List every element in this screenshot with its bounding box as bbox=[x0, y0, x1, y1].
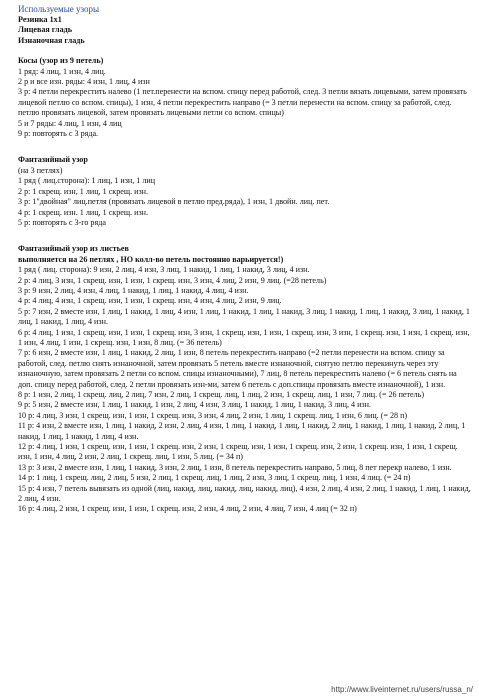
instruction-line: 6 р: 4 лиц, 1 изн, 1 скрещ. изн, 1 изн, 1 скрещ. изн, 3 изн, 1 скрещ. изн, 1 изн, 1 скрещ. изн, 3 изн, 1 скрещ. изн, 1 изн, 1 скрещ. изн, 1 изн, 4 лиц, 1 изн, 1 скрещ. изн, 1 изн, 8 лиц. (= 36 петель) bbox=[18, 327, 470, 347]
instruction-line: 11 р: 4 изн, 2 вместе изн, 1 лиц, 1 накид, 2 изн, 2 лиц, 4 изн, 1 лиц, 1 накид, 1 лиц, 1 накид, 2 лиц, 1 накид, 1 лиц, 1 накид, 2 лиц, 1 накид, 1 лиц, 1 накид, 1 лиц, 4 изн. bbox=[18, 421, 466, 441]
instruction-line: 1 ряд ( лиц.сторона): 1 лиц, 1 изн, 1 лиц bbox=[18, 176, 156, 186]
instruction-line: 2 р и все изн. ряды: 4 изн, 1 лиц, 4 изн bbox=[18, 77, 150, 87]
section-heading: Фантазийный узор bbox=[18, 155, 88, 165]
section-leaves-pattern bbox=[18, 244, 471, 515]
instruction-line: 1 ряд: 4 лиц, 1 изн, 4 лиц. bbox=[18, 66, 106, 76]
instruction-line: 14 р: 1 лиц, 1 скрещ. лиц, 2 лиц, 5 изн, 2 лиц, 1 скрещ. лиц, 1 лиц, 2 изн, 3 лиц, 1 скрещ. лиц, 1 изн, 4 лиц. (= 24 п) bbox=[18, 473, 411, 483]
instruction-line: 4 р: 1 скрещ. изн. 1 лиц, 1 скрещ. изн. bbox=[18, 207, 149, 217]
instruction-line: 12 р: 4 лиц, 1 изн, 1 скрещ. изн, 1 изн, 1 скрещ. изн, 2 изн, 1 скрещ. изн, 1 изн, 1 скрещ. изн, 2 изн, 1 скрещ. изн, 1 изн, 1 скрещ. изн, 1 изн, 4 лиц, 2 изн, 2 лиц, 1 скрещ. лиц, 1 изн, 5 лиц. (= 34 п) bbox=[18, 442, 458, 462]
instruction-line: 13 р: 3 изн, 2 вместе изн, 1 лиц, 1 накид, 3 изн, 2 лиц, 1 изн, 8 петель перекрестить направо, 5 лиц, 8 пет перекр налево, 1 изн. bbox=[18, 462, 452, 472]
instruction-line: 3 р: 4 петли перекрестить налево (1 пет.перенести на вспом. спицу перед работой, след. 3 петли вязать лицевыми, затем провязать лицевой петлю со вспом. спицы), 1 изн, 4 петли перекрестить направо (= 3 петли перенести на вспом. спицу за работой, след. петлю провязать лицевой, затем провязать лицевыми петли со вспом. спицы) bbox=[18, 87, 467, 118]
section-heading: Косы (узор из 9 петель) bbox=[18, 56, 104, 66]
instruction-line: 1 ряд ( лиц. сторона): 9 изн, 2 лиц, 4 изн, 3 лиц, 1 накид, 1 лиц, 1 накид, 3 лиц, 4 изн. bbox=[18, 265, 310, 275]
section-cables bbox=[18, 56, 471, 139]
instruction-line: 5 р: 7 изн, 2 вместе изн, 1 лиц, 1 накид, 1 лиц, 4 изн, 1 лиц, 1 накид, 1 лиц, 1 накид, 3 лиц, 1 накид, 1 лиц, 1 накид, 3 лиц, 1 накид, 1 лиц, 1 накид, 1 лиц, 4 изн. bbox=[18, 306, 470, 327]
page-title: Используемые узоры bbox=[18, 4, 100, 14]
spacer bbox=[18, 139, 471, 149]
instruction-line: 5 и 7 ряды: 4 лиц, 1 изн, 4 лиц bbox=[18, 118, 122, 128]
instruction-line: 8 р: 1 изн, 2 лиц, 1 скрещ. лиц, 2 лиц, 7 изн, 2 лиц, 1 скрещ. лиц, 1 лиц, 2 изн, 1 скрещ. лиц, 1 изн, 7 лиц. (= 26 петель) bbox=[18, 390, 425, 399]
pattern-name-rib: Резинка 1х1 bbox=[18, 15, 62, 24]
pattern-name-reverse-stockinette: Изнаночная гладь bbox=[18, 35, 85, 45]
spacer bbox=[18, 46, 471, 56]
section-subheading: выполняется на 26 петлях , НО колл-во петель постоянно варьируется!) bbox=[18, 254, 284, 264]
instruction-line: 15 р: 4 изн, 7 петель вывязать из одной (лиц, накид, лиц, накид, лиц, накид, лиц), 4 изн, 2 лиц, 4 изн, 2 лиц, 1 накид, 1 лиц, 1 накид, 2 лиц, 4 изн. bbox=[18, 483, 471, 504]
instruction-line: 2 р: 1 скрещ. изн, 1 лиц, 1 скрещ. изн. bbox=[18, 186, 149, 196]
source-watermark: http://www.liveinternet.ru/users/russa_n/ bbox=[331, 684, 473, 694]
instruction-line: 10 р: 4 лиц, 3 изн, 1 скрещ. изн, 1 изн, 1 скрещ. изн, 3 изн, 4 лиц, 2 изн, 1 лиц, 1 скрещ. лиц, 1 изн, 6 лиц. (= 28 п) bbox=[18, 410, 408, 420]
section-subheading: (на 3 петлях) bbox=[18, 165, 63, 175]
instruction-line: 9 р: повторять с 3 ряда. bbox=[18, 129, 99, 139]
instruction-line: 2 р: 4 лиц, 3 изн, 1 скрещ. изн, 1 изн, 1 скрещ. изн, 3 изн, 4 лиц, 2 изн, 9 лиц. (=28 петель) bbox=[18, 275, 327, 285]
pattern-name-stockinette: Лицевая гладь bbox=[18, 25, 72, 35]
instruction-line: 3 р: 9 изн, 2 лиц, 4 изн, 4 лиц, 1 накид, 1 лиц, 1 накид, 4 лиц, 4 изн. bbox=[18, 285, 249, 295]
section-fancy-pattern bbox=[18, 155, 471, 228]
section-heading: Фантазийный узор из листьев bbox=[18, 244, 129, 254]
instruction-line: 7 р: 6 изн, 2 вместе изн, 1 лиц, 1 накид, 2 лиц, 1 изн, 8 петель перекрестить направо (=2 петли перенести на вспом. спицу за работой, след. петлю снять изнаночной, затем провязать 5 петель вместе изнаночной, снятую петлю перекинуть через эту изнаночную, затем провязать 2 петли со вспом. спицы изнаночными), 7 лиц, 8 петель перекрестить налево (= 6 петель снять на доп. спицу перед работой, след. 2 петли провязать изн-ми, затем 6 петель с доп.спицы провязать вместе изнаночной), 1 изн. bbox=[18, 348, 457, 389]
instruction-line: 9 р: 5 изн, 2 вместе изн, 1 лиц, 1 накид, 1 изн, 2 лиц, 4 изн, 3 лиц, 1 накид, 1 лиц, 1 накид, 3 лиц, 4 изн. bbox=[18, 400, 371, 410]
instruction-line: 3 р: 1"двойная" лиц.петля (провязать лицевой в петлю пред.ряда), 1 изн, 1 двойн. лиц. пет. bbox=[18, 197, 330, 207]
spacer bbox=[18, 228, 471, 238]
instruction-line: 16 р: 4 лиц, 2 изн, 1 скрещ. изн, 1 изн, 1 скрещ. изн, 2 изн, 4 лиц, 2 изн, 4 лиц, 7 изн, 4 лиц (= 32 п) bbox=[18, 504, 357, 514]
instruction-line: 4 р: 4 лиц, 4 изн, 1 скрещ. изн, 1 изн, 1 скрещ. изн, 4 изн, 4 лиц, 2 изн, 9 лиц. bbox=[18, 296, 282, 306]
instruction-line: 5 р: повторять с 3-го ряда bbox=[18, 217, 106, 227]
